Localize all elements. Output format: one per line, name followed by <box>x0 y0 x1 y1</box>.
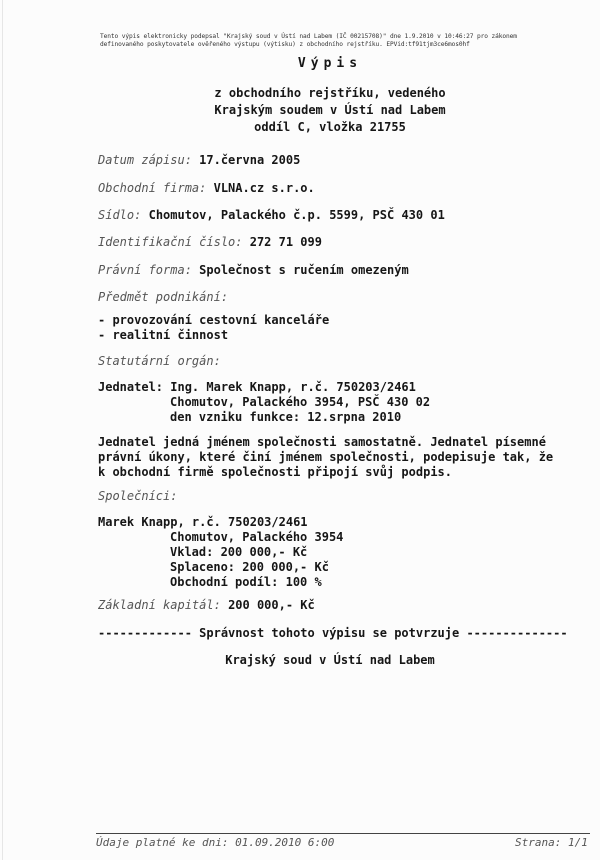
jednatel-block <box>98 380 430 425</box>
firma-value: VLNA.cz s.r.o. <box>213 181 315 195</box>
field-sidlo <box>98 207 445 223</box>
ic-value: 272 71 099 <box>249 235 322 249</box>
document-header <box>0 85 600 136</box>
field-identifikacni-cislo <box>98 234 322 250</box>
header-line-2: Krajským soudem v Ústí nad Labem <box>214 103 446 117</box>
kapital-label: Základní kapitál: <box>98 598 221 612</box>
header-line-1: z obchodního rejstříku, vedeného <box>214 86 446 100</box>
spolecnik-line-5: Obchodní podíl: 100 % <box>170 575 322 589</box>
predmet-label: Předmět podnikání: <box>98 290 229 304</box>
sidlo-label: Sídlo: <box>98 208 142 222</box>
electronic-signature-stamp <box>100 33 592 49</box>
header-line-3: oddíl C, vložka 21755 <box>254 120 406 134</box>
field-datum-zapisu <box>98 152 300 168</box>
statutarni-label: Statutární orgán: <box>98 354 221 368</box>
ic-label: Identifikační číslo: <box>98 235 243 249</box>
firma-label: Obchodní firma: <box>98 181 207 195</box>
jednatel-line-3: den vzniku funkce: 12.srpna 2010 <box>170 410 402 424</box>
spolecnik-line-2: Chomutov, Palackého 3954 <box>170 530 344 544</box>
verification-line: ------------- Správnost tohoto výpisu se potvrzuje -------------- <box>98 626 568 640</box>
jednani-line-1: Jednatel jedná jménem společnosti samostatně. Jednatel písemné <box>98 435 546 449</box>
datum-label: Datum zápisu: <box>98 153 192 167</box>
field-zakladni-kapital <box>98 597 315 613</box>
spolecnik-block <box>98 515 343 590</box>
spolecnik-line-1: Marek Knapp, r.č. 750203/2461 <box>98 515 308 529</box>
predmet-item: - provozování cestovní kanceláře <box>98 313 330 327</box>
jednatel-line-1: Jednatel: Ing. Marek Knapp, r.č. 750203/2461 <box>98 380 416 394</box>
predmet-item: - realitní činnost <box>98 328 229 342</box>
stamp-line-2: definovaného poskytovatele ověřeného výstupu (výtisku) z obchodního rejstříku. EPVid:tf91tjm3ce6mos0hf <box>100 41 470 48</box>
pravni-value: Společnost s ručením omezeným <box>199 263 409 277</box>
footer-validity-date: Údaje platné ke dni: 01.09.2010 6:00 <box>96 836 335 849</box>
stamp-line-1: Tento výpis elektronicky podepsal "Krajský soud v Ústí nad Labem (IČ 00215708)" dne 1.9.2010 v 10:46:27 pro zákonem <box>100 33 517 40</box>
pravni-label: Právní forma: <box>98 263 192 277</box>
footer-page-number: Strana: 1/1 <box>515 836 588 849</box>
field-spolecnici <box>98 488 177 504</box>
datum-value: 17.června 2005 <box>199 153 301 167</box>
court-name: Krajský soud v Ústí nad Labem <box>225 653 435 667</box>
footer-divider <box>96 833 590 834</box>
jednatel-line-2: Chomutov, Palackého 3954, PSČ 430 02 <box>170 395 431 409</box>
field-obchodni-firma <box>98 180 315 196</box>
field-predmet-podnikani <box>98 289 228 305</box>
predmet-list <box>98 313 329 343</box>
document-title: Výpis <box>297 56 363 71</box>
spolecnici-label: Společníci: <box>98 489 178 503</box>
field-pravni-forma <box>98 262 409 278</box>
kapital-value: 200 000,- Kč <box>228 598 315 612</box>
jednani-line-3: k obchodní firmě společnosti připojí svůj podpis. <box>98 465 453 479</box>
sidlo-value: Chomutov, Palackého č.p. 5599, PSČ 430 01 <box>148 208 445 222</box>
spolecnik-line-4: Splaceno: 200 000,- Kč <box>170 560 329 574</box>
jednani-block <box>98 435 553 480</box>
jednani-line-2: právní úkony, které činí jménem společnosti, podepisuje tak, že <box>98 450 554 464</box>
spolecnik-line-3: Vklad: 200 000,- Kč <box>170 545 308 559</box>
field-statutarni-organ <box>98 353 221 369</box>
